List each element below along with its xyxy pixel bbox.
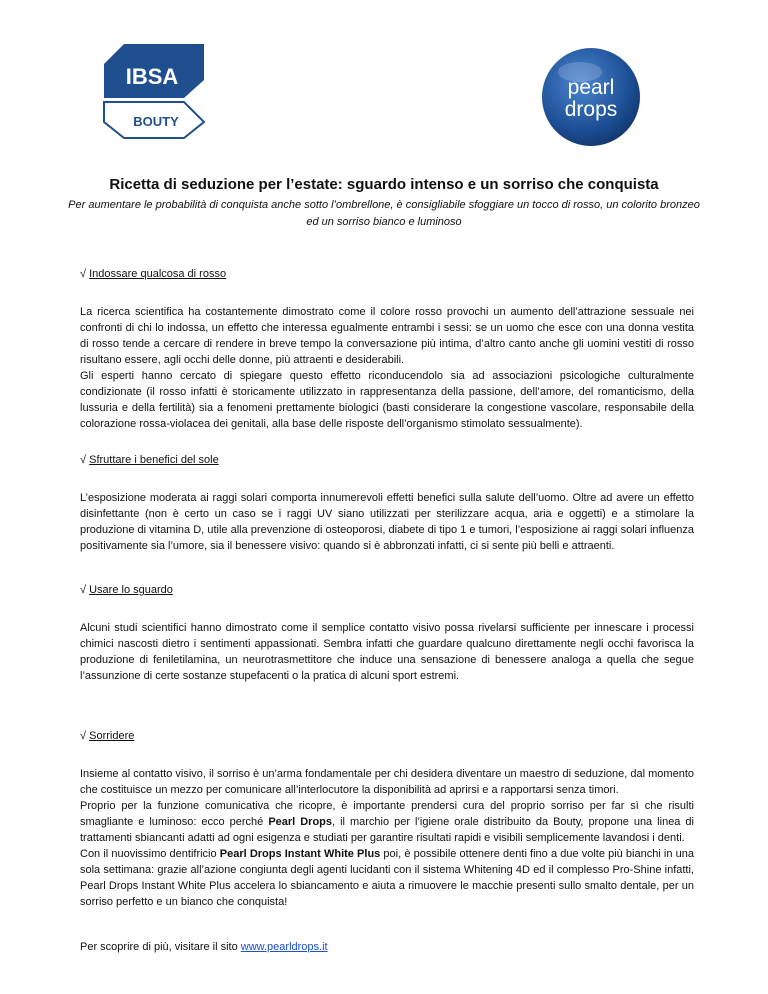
section-heading-text: Usare lo sguardo <box>89 584 173 596</box>
paragraph: L’esposizione moderata ai raggi solari comporta innumerevoli effetti benefici sulla salute dell’uomo. Oltre ad avere un effetto disinfettante (non è certo un caso se i raggi UV siano utilizzati per sterilizzare acqua, aria e oggetti) e a stimolare la produzione di vitamina D, utile alla prevenzione di osteoporosi, diabete di tipo 1 e tumori, l’esposizione ai raggi solari influenza positivamente sia l’umore, sia il benessere visivo: quando si è abbronzati infatti, ci si sente più belli e attraenti. <box>80 492 694 552</box>
paragraph: Alcuni studi scientifici hanno dimostrato come il semplice contatto visivo possa rivelarsi sufficiente per innescare i processi chimici nascosti dietro i sentimenti appassionati. Sembra infatti che guardare qualcuno direttamente negli occhi favorisca la produzione di feniletilamina, un neurotrasmettitore che induce una sensazione di benessere analoga a quella che segue l’assunzione di certe sostanze stupefacenti o la pratica di alcuni sport estremi. <box>80 622 694 682</box>
section-heading-text: Indossare qualcosa di rosso <box>89 268 227 280</box>
ibsa-logo-text: IBSA <box>125 64 179 89</box>
document-title: Ricetta di seduzione per l’estate: sguardo intenso e un sorriso che conquista <box>109 176 659 193</box>
bouty-logo-text: BOUTY <box>133 114 179 129</box>
website-link[interactable]: www.pearldrops.it <box>240 941 328 953</box>
section-body-sorridere <box>80 766 694 910</box>
section-body-sole <box>80 490 694 554</box>
pearl-drops-logo <box>540 46 642 148</box>
text-run: Proprio per la funzione comunicativa che ricopre, è importante prendersi cura del proprio sorriso per far sì che risulti smagliante e luminoso: ecco perché <box>80 800 694 828</box>
pearl-logo-text: pearl <box>567 76 615 99</box>
section-body-sguardo <box>80 620 694 684</box>
text-run: Con il nuovissimo dentifricio <box>80 848 220 860</box>
footer <box>80 939 328 955</box>
paragraph <box>80 798 694 846</box>
check-mark-icon: √ <box>80 268 87 280</box>
check-mark-icon: √ <box>80 584 87 596</box>
footer-text: Per scoprire di più, visitare il sito <box>80 941 241 953</box>
section-heading-sole <box>80 452 219 468</box>
brand-name: Pearl Drops <box>268 816 333 828</box>
paragraph: La ricerca scientifica ha costantemente dimostrato come il colore rosso provochi un aumento dell’attrazione sessuale nei confronti di chi lo indossa, un effetto che interessa egualmente entrambi i sessi: se un uomo che esce con una donna vestita di rosso tende a cercare di rendere in breve tempo la conversazione più intima, d’altro canto anche gli uomini vestiti di rosso risultano essere, agli occhi delle donne, più attraenti e desiderabili. <box>80 306 694 366</box>
text-run: , il marchio per l’igiene orale distribuito da Bouty, propone una linea di trattamenti sbiancanti adatti ad ogni esigenza e studiati per garantire risultati rapidi e visibili semplicemente lavandosi i denti. <box>80 816 694 844</box>
paragraph <box>80 846 694 910</box>
text-run: poi, è possibile ottenere denti fino a due volte più bianchi in una sola settimana: grazie all’azione congiunta degli agenti lucidanti con il sistema Whitening 4D ed il complesso Pro-Shine infatti, Pearl Drops Instant White Plus accelera lo sbiancamento e aiuta a rimuovere le macchie presenti sullo smalto dentale, per un sorriso perfetto e un bianco che conquista! <box>80 848 694 908</box>
paragraph: Insieme al contatto visivo, il sorriso è un’arma fondamentale per chi desidera diventare un maestro di seduzione, dal momento che costituisce un mezzo per comunicare all’interlocutore la disponibilità ad aprirsi e a rapportarsi senza timori. <box>80 768 694 796</box>
product-name: Pearl Drops Instant White Plus <box>219 848 381 860</box>
section-heading-sorridere <box>80 728 134 744</box>
drops-logo-text: drops <box>564 98 618 121</box>
section-heading-text: Sorridere <box>89 730 135 742</box>
section-heading-text: Sfruttare i benefici del sole <box>89 454 219 466</box>
section-heading-rosso <box>80 266 226 282</box>
section-heading-sguardo <box>80 582 173 598</box>
check-mark-icon: √ <box>80 454 87 466</box>
ibsa-bouty-logo <box>100 40 220 140</box>
section-body-rosso <box>80 304 694 432</box>
paragraph: Gli esperti hanno cercato di spiegare questo effetto riconducendolo sia ad associazioni psicologiche culturalmente condizionate (il rosso infatti è storicamente utilizzato in rappresentanza della passione, dell’amore, del romanticismo, della lussuria e della fertilità) sia a fenomeni prettamente biologici (basti considerare la congestione vascolare, responsabile della colorazione rossa-violacea dei genitali, alla base delle risposte dell’organismo stimolato sessualmente). <box>80 370 694 430</box>
document-subtitle: Per aumentare le probabilità di conquista anche sotto l’ombrellone, è consigliabile sfoggiare un tocco di rosso, un colorito bronzeo ed un sorriso bianco e luminoso <box>68 199 700 228</box>
check-mark-icon: √ <box>80 730 87 742</box>
